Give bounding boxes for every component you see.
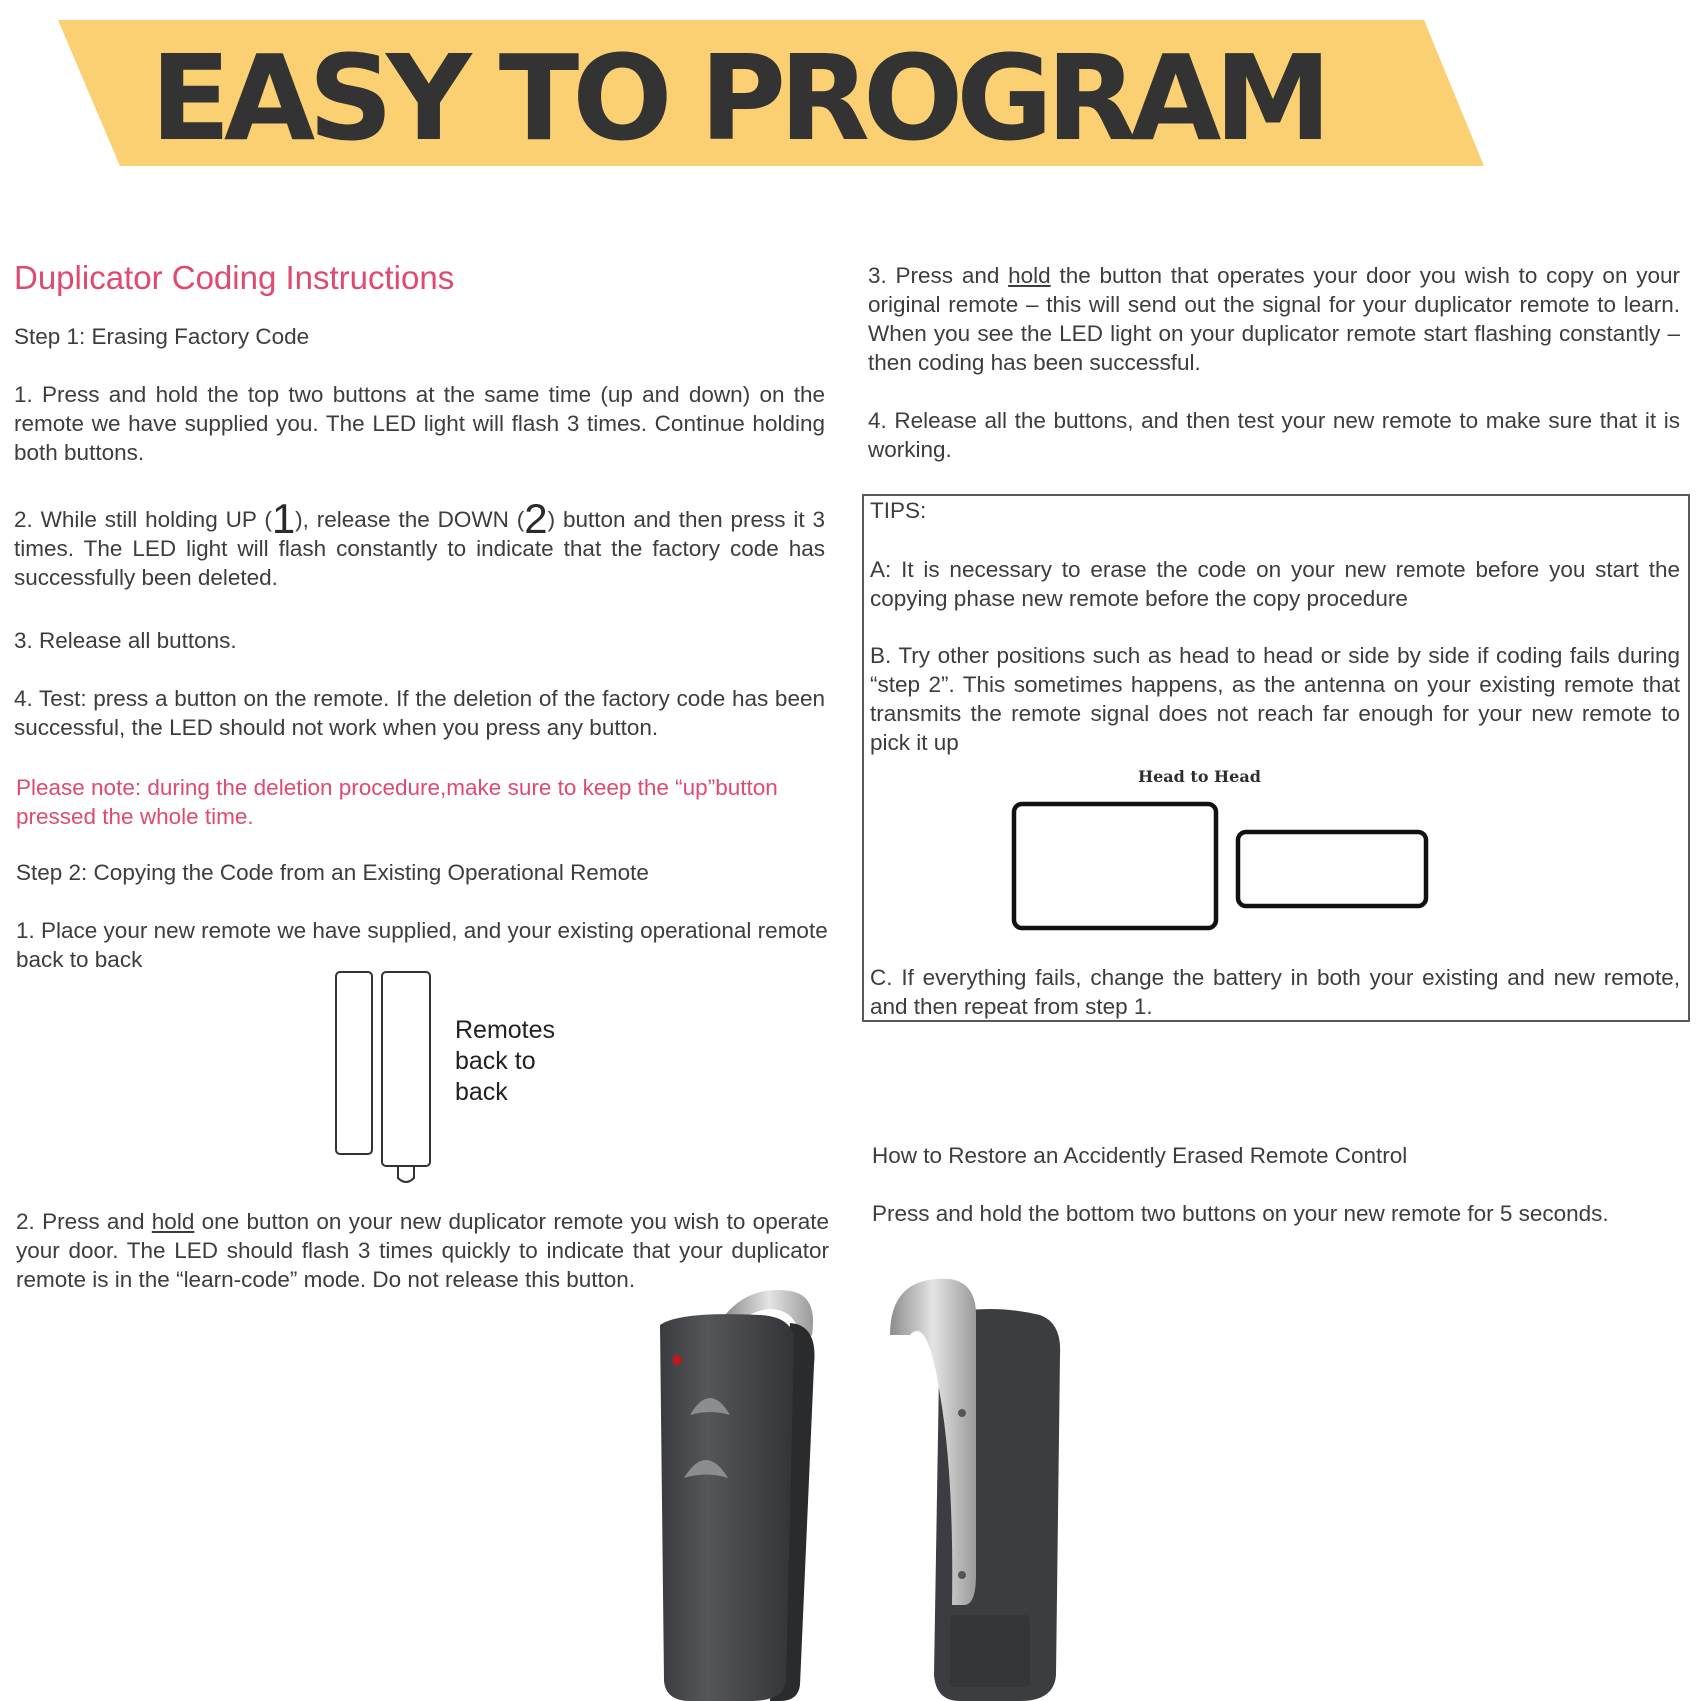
step1-title: Step 1: Erasing Factory Code — [14, 324, 310, 349]
step2-para-4: 4. Release all the buttons, and then test your new remote to make sure that it is working. — [868, 408, 1680, 462]
instructions-heading: Duplicator Coding Instructions — [14, 259, 455, 296]
antenna-outline — [398, 1166, 414, 1182]
up-button-number: 1 — [271, 495, 296, 542]
hold-word: hold — [151, 1209, 195, 1234]
step2-title: Step 2: Copying the Code from an Existing Operational Remote — [16, 860, 649, 885]
remote-front-image — [640, 1285, 840, 1701]
tips-title: TIPS: — [870, 498, 927, 523]
tip-c: C. If everything fails, change the battery in both your existing and new remote, and then repeat from step 1. — [870, 965, 1680, 1019]
head-to-head-diagram — [1010, 800, 1430, 932]
step1-para-3: 3. Release all buttons. — [14, 628, 237, 653]
restore-text: Press and hold the bottom two buttons on your new remote for 5 seconds. — [872, 1201, 1609, 1226]
remote-outline-right — [1238, 832, 1426, 906]
step2-para-1: 1. Place your new remote we have supplied, and your existing operational remote back to back — [16, 918, 828, 972]
step2-para-2: 2. Press and hold one button on your new duplicator remote you wish to operate your door. The LED should flash 3 times quickly to indicate that your duplicator remote is in the “learn-code” mode. Do not release this button. — [16, 1209, 829, 1292]
step1-para-2 — [14, 495, 825, 592]
remote-body — [660, 1314, 794, 1701]
clip-screw-icon — [958, 1409, 966, 1417]
battery-cover — [950, 1615, 1030, 1687]
back-to-back-diagram — [330, 968, 440, 1186]
down-button-number: 2 — [524, 495, 548, 542]
step1-para-1: 1. Press and hold the top two buttons at the same time (up and down) on the remote we have supplied you. The LED light will flash 3 times. Continue holding both buttons. — [14, 382, 825, 465]
remote-outline-left — [1014, 804, 1216, 928]
existing-remote-outline — [382, 972, 430, 1166]
tip-b: B. Try other positions such as head to head or side by side if coding fails during “step 2”. This sometimes happens, as the antenna on your existing remote that transmits the remote signal does not reach far enough for your new remote to pick it up — [870, 643, 1680, 755]
new-remote-outline — [336, 972, 372, 1154]
hold-word: hold — [1008, 263, 1051, 288]
metal-clip — [890, 1279, 976, 1605]
led-icon — [672, 1355, 682, 1365]
deletion-note: Please note: during the deletion procedure,make sure to keep the “up”button pressed the whole time. — [16, 775, 778, 829]
remote-back-image — [880, 1275, 1080, 1701]
banner-title: EASY TO PROGRAM — [150, 29, 1325, 167]
back-to-back-label: Remotes back to back — [455, 1016, 556, 1106]
tip-a: A: It is necessary to erase the code on your new remote before you start the copying phase new remote before the copy procedure — [870, 557, 1680, 611]
clip-screw-icon — [958, 1571, 966, 1579]
step2-para-3: 3. Press and hold the button that operates your door you wish to copy on your original remote – this will send out the signal for your duplicator remote to learn. When you see the LED light on your duplicator remote start flashing constantly – then coding has been successful. — [868, 263, 1680, 375]
step1-para-2-part-a: 2. While still holding UP ( — [14, 507, 272, 532]
head-to-head-label: Head to Head — [1138, 767, 1261, 786]
step1-para-2-part-c: ) button and then press it 3 times. The LED light will flash constantly to indicate that the factory code has successfully been deleted. — [14, 507, 825, 590]
step1-para-2-part-b: ), release the DOWN ( — [295, 507, 525, 532]
step1-para-4: 4. Test: press a button on the remote. If the deletion of the factory code has been successful, the LED should not work when you press any button. — [14, 686, 825, 740]
restore-title: How to Restore an Accidently Erased Remote Control — [872, 1143, 1408, 1168]
